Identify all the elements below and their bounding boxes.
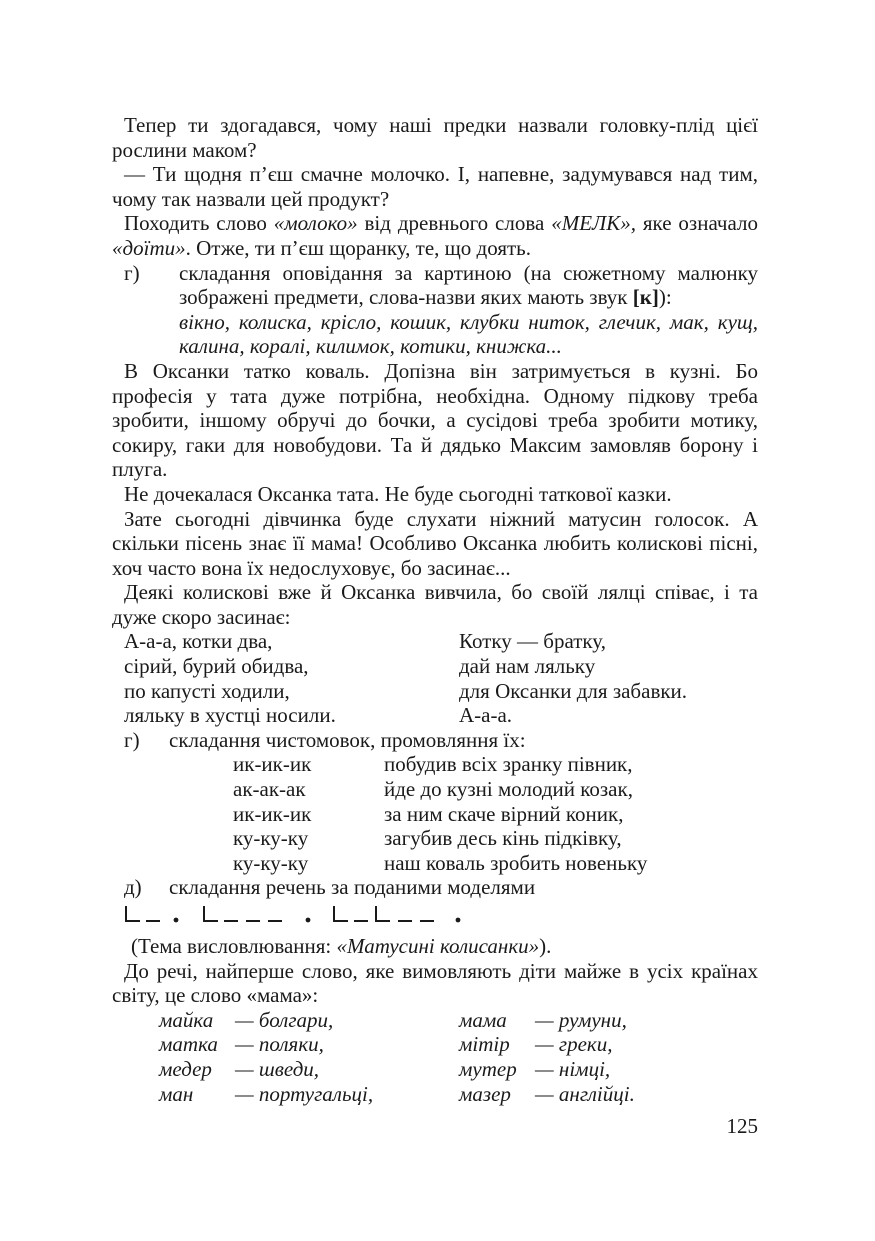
capital-word-mark bbox=[126, 906, 140, 921]
item-label: д) bbox=[124, 875, 142, 900]
theme-line: (Тема висловлювання: «Матусині колисанки»). bbox=[131, 934, 552, 958]
poem-line: Котку — братку, bbox=[459, 629, 606, 654]
page-content bbox=[112, 113, 758, 1106]
picture-words: вікно, колиска, крісло, кошик, клубки ниток, глечик, мак, кущ, калина, коралі, килимок, котики, книжка... bbox=[179, 309, 758, 359]
poem-line: дай нам ляльку bbox=[459, 654, 596, 679]
list-item: мітір — греки, bbox=[459, 1032, 613, 1057]
tongue-line: наш коваль зробить новеньку bbox=[384, 850, 648, 875]
mama-words-table bbox=[159, 1008, 758, 1106]
sentence-model-diagram bbox=[124, 902, 504, 928]
poem-line: ляльку в хустці носили. bbox=[124, 703, 336, 728]
list-item-d-models: д) складання речень за поданими моделями bbox=[112, 875, 758, 900]
period-mark bbox=[174, 918, 179, 923]
tongue-syllables bbox=[233, 752, 384, 875]
list-item: майка — болгари, bbox=[159, 1007, 334, 1032]
sound-k: [к] bbox=[632, 285, 659, 310]
word-moloko: «молоко» bbox=[273, 211, 358, 236]
list-item-g-story: г) складання оповідання за картиною (на сюжетному малюнку зображені предмети, слова-назви яких мають звук [к]): вікно, колиска, крісло, кошик, клубки ниток, глечик, мак, кущ, калина, коралі, килимок, котики, книжка... bbox=[112, 261, 758, 359]
syllable: ик-ик-ик bbox=[233, 752, 312, 777]
poem-column-left bbox=[124, 629, 459, 727]
item-label: г) bbox=[124, 260, 140, 285]
poem-column-right bbox=[459, 629, 758, 727]
list-item: медер — шведи, bbox=[159, 1056, 320, 1081]
syllable: ку-ку-ку bbox=[233, 850, 309, 875]
word-melk: «МЕЛК», bbox=[551, 211, 636, 236]
item-label: г) bbox=[124, 727, 140, 752]
syllable: ак-ак-ак bbox=[233, 777, 306, 802]
tongue-twisters bbox=[233, 752, 758, 875]
mama-column-left bbox=[159, 1008, 459, 1106]
syllable: ик-ик-ик bbox=[233, 801, 312, 826]
paragraph-moloko: — Ти щодня п’єш смачне молочко. І, напевне, задумувався над тим, чому так назвали цей продукт? bbox=[112, 162, 758, 211]
poem-line: для Оксанки для забавки. bbox=[459, 678, 688, 703]
page-number: 125 bbox=[726, 1114, 758, 1138]
poem-line: А-а-а, котки два, bbox=[124, 629, 273, 654]
capital-word-mark bbox=[334, 906, 348, 921]
list-item: ман — португальці, bbox=[159, 1081, 374, 1106]
list-item: матка — поляки, bbox=[159, 1032, 324, 1057]
story-paragraph-3: Зате сьогодні дівчинка буде слухати ніжний матусин голосок. А скільки пісень знає її мама! Особливо Оксанка любить колискові пісні, хоч часто вона їх недослуховує, бо засинає... bbox=[112, 506, 758, 580]
story-paragraph-2: Не дочекалася Оксанка тата. Не буде сьогодні таткової казки. bbox=[124, 481, 672, 506]
list-item: мутер — німці, bbox=[459, 1056, 611, 1081]
tongue-line: побудив всіх зранку півник, bbox=[384, 752, 633, 777]
tongue-line: загубив десь кінь підківку, bbox=[384, 826, 622, 851]
period-mark bbox=[456, 918, 461, 923]
sentence-models bbox=[124, 902, 758, 928]
list-item: мазер — англійці. bbox=[459, 1081, 635, 1106]
lullaby-poem bbox=[124, 629, 758, 727]
mama-paragraph: До речі, найперше слово, яке вимовляють діти майже в усіх країнах світу, це слово «мама»: bbox=[112, 958, 758, 1008]
list-item: мама — румуни, bbox=[459, 1007, 627, 1032]
poem-line: по капусті ходили, bbox=[124, 678, 290, 703]
syllable: ку-ку-ку bbox=[233, 826, 309, 851]
tongue-lines bbox=[384, 752, 758, 875]
story-paragraph-4: Деякі колискові вже й Оксанка вивчила, бо своїй лялці співає, і та дуже скоро засинає: bbox=[112, 580, 758, 629]
list-item-g-tongue: г) складання чистомовок, промовляння їх: bbox=[112, 728, 758, 753]
poem-line: А-а-а. bbox=[459, 703, 513, 728]
story-paragraph-1: В Оксанки татко коваль. Допізна він затримується в кузні. Бо професія у тата дуже потрібна, необхідна. Одному підкову треба зробити, іншому обручі до бочки, а сусідові треба зробити мотику, сокиру, гаки для новобудови. Та й дядько Максим замовляв борону і плуга. bbox=[112, 358, 758, 482]
tongue-line: за ним скаче вірний коник, bbox=[384, 801, 624, 826]
theme-title: «Матусині колисанки» bbox=[336, 934, 540, 958]
capital-word-mark bbox=[204, 906, 218, 921]
paragraph-etymology: Походить слово «молоко» від древнього слова «МЕЛК», яке означало «доїти». Отже, ти п’єш щоранку, те, що доять. bbox=[112, 211, 758, 260]
poem-line: сірий, бурий обидва, bbox=[124, 654, 309, 679]
capital-word-mark bbox=[376, 906, 390, 921]
mama-column-right bbox=[459, 1008, 758, 1106]
period-mark bbox=[306, 918, 311, 923]
tongue-line: йде до кузні молодий козак, bbox=[384, 777, 633, 802]
word-doity: «доїти» bbox=[112, 235, 186, 260]
paragraph-mak: Тепер ти здогадався, чому наші предки назвали головку-плід цієї рослини маком? bbox=[112, 113, 758, 162]
